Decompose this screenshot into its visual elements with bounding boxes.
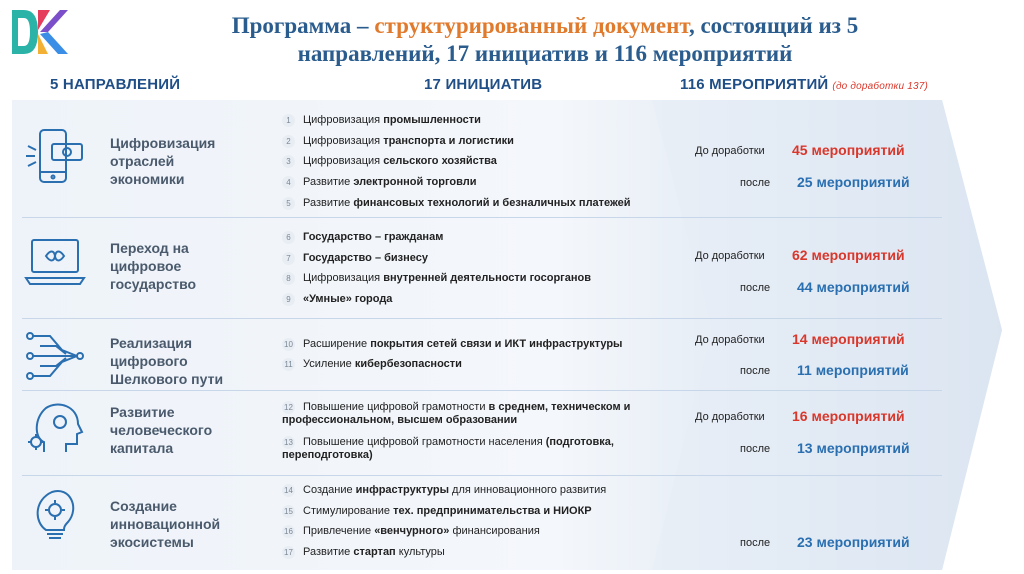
page-title: Программа – структурированный документ, состоящий из 5 направлений, 17 инициатив и 116 мероприятий <box>231 13 859 66</box>
initiative-item: 12 Повышение цифровой грамотности в среднем, техническом и профессиональном, высшем образовании <box>282 401 631 426</box>
direction-label: Создание инновационной экосистемы <box>110 498 221 550</box>
title-accent: структурированный документ <box>374 13 689 38</box>
before-value: 16 мероприятий <box>792 408 905 424</box>
initiative-item: 1 Цифровизация промышленности <box>282 114 667 127</box>
initiative-item: 8 Цифровизация внутренней деятельности госорганов <box>282 272 667 285</box>
after-label: после <box>740 282 771 294</box>
direction-label: Реализация цифрового Шелкового пути <box>110 335 224 387</box>
events-note: (до доработки 137) <box>832 81 929 92</box>
column-header-directions: 5 НАПРАВЛЕНИЙ <box>50 76 181 93</box>
section-divider <box>22 390 942 391</box>
direction-label: Переход на цифровое государство <box>110 240 197 292</box>
after-value: 25 мероприятий <box>797 174 910 190</box>
initiative-item: 14 Создание инфраструктуры для инновационного развития <box>282 484 667 497</box>
before-label: До доработки <box>695 250 765 262</box>
direction-label: Цифровизация отраслей экономики <box>110 135 216 187</box>
initiative-item: 17 Развитие стартап культуры <box>282 546 667 559</box>
initiative-item: 7 Государство – бизнесу <box>282 252 667 265</box>
human-head-gears-icon <box>22 398 88 458</box>
initiative-item: 16 Привлечение «венчурного» финансирования <box>282 525 667 538</box>
initiative-item: 3 Цифровизация сельского хозяйства <box>282 155 667 168</box>
before-value: 45 мероприятий <box>792 142 905 158</box>
smartphone-money-icon <box>22 126 88 186</box>
before-label: До доработки <box>695 411 765 423</box>
section-divider <box>22 475 942 476</box>
before-value: 62 мероприятий <box>792 247 905 263</box>
initiative-item: 13 Повышение цифровой грамотности населения (подготовка, переподготовка) <box>282 436 614 461</box>
initiative-item: 6 Государство – гражданам <box>282 231 667 244</box>
section-divider <box>22 217 942 218</box>
after-label: после <box>740 537 771 549</box>
after-label: после <box>740 177 771 189</box>
after-value: 13 мероприятий <box>797 440 910 456</box>
direction-label: Развитие человеческого капитала <box>110 404 213 456</box>
after-label: после <box>740 365 771 377</box>
laptop-infinity-icon <box>22 234 88 294</box>
gear-bulb-icon <box>22 484 88 544</box>
initiative-item: 5 Развитие финансовых технологий и безналичных платежей <box>282 197 667 210</box>
after-label: после <box>740 443 771 455</box>
after-value: 23 мероприятий <box>797 534 910 550</box>
initiative-item: 9 «Умные» города <box>282 293 667 306</box>
initiative-item: 2 Цифровизация транспорта и логистики <box>282 135 667 148</box>
initiative-item: 4 Развитие электронной торговли <box>282 176 667 189</box>
initiative-item: 10 Расширение покрытия сетей связи и ИКТ инфраструктуры <box>282 338 667 351</box>
dk-logo-icon <box>8 6 70 58</box>
section-divider <box>22 318 942 319</box>
before-label: До доработки <box>695 334 765 346</box>
initiative-item: 15 Стимулирование тех. предпринимательства и НИОКР <box>282 505 667 518</box>
before-label: До доработки <box>695 145 765 157</box>
before-value: 14 мероприятий <box>792 331 905 347</box>
after-value: 44 мероприятий <box>797 279 910 295</box>
initiative-item: 11 Усиление кибербезопасности <box>282 358 667 371</box>
column-header-events: 116 МЕРОПРИЯТИЙ (до доработки 137) <box>680 76 929 93</box>
column-header-initiatives: 17 ИНИЦИАТИВ <box>424 76 543 93</box>
network-connections-icon <box>22 326 88 386</box>
after-value: 11 мероприятий <box>797 362 909 378</box>
